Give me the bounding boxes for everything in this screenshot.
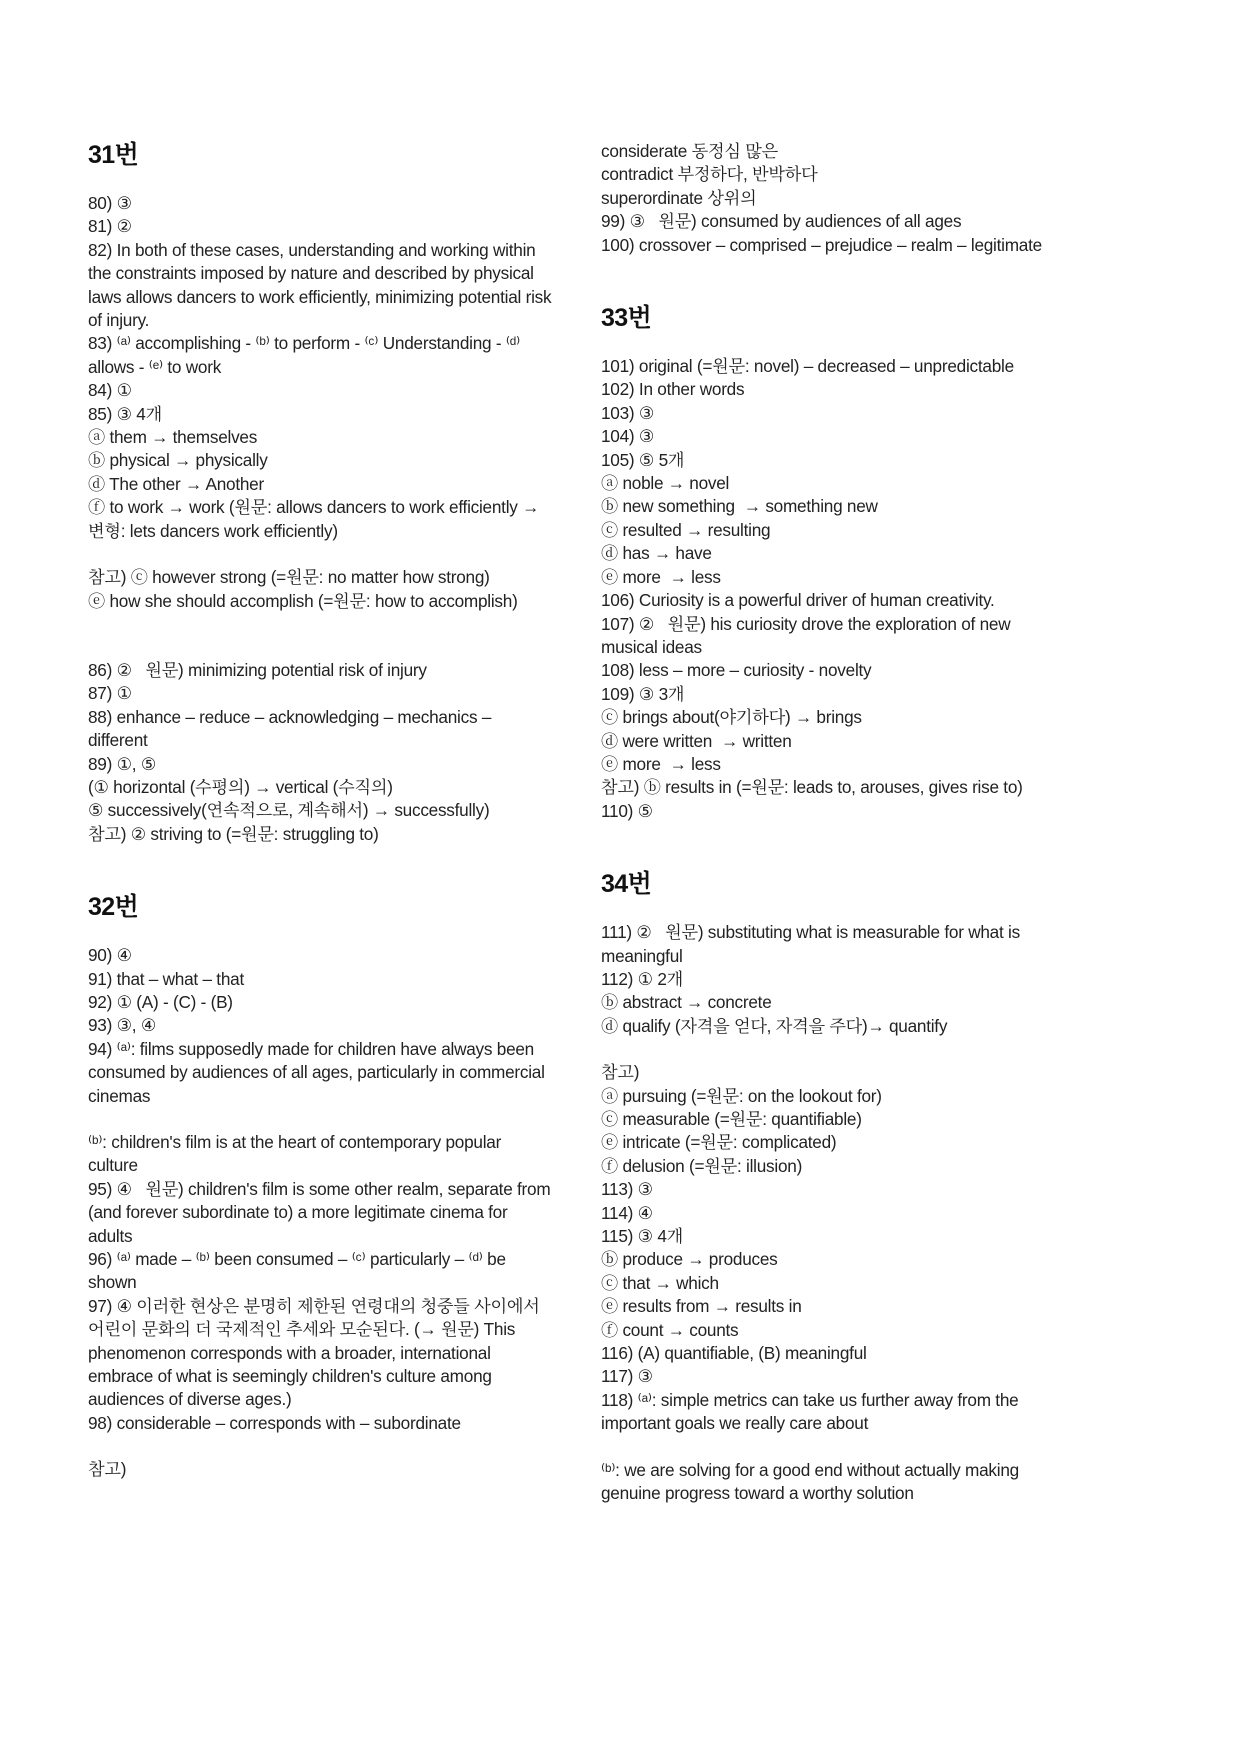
answer-line: 110) ⑤ bbox=[601, 800, 653, 821]
answer-block bbox=[88, 1458, 555, 1481]
answer-line: ⓐ them → themselves bbox=[88, 427, 258, 448]
answer-line: 98) considerable – corresponds with – subordinate bbox=[88, 1412, 461, 1433]
answer-line: 103) ③ bbox=[601, 402, 655, 423]
answer-line: ⓕ delusion (=원문: illusion) bbox=[601, 1155, 803, 1176]
right-column bbox=[601, 140, 1068, 1506]
answer-line: 95) ④ 원문) children's film is some other realm, separate from (and forever subordinate to) a more legitimate cinema for adults bbox=[88, 1178, 555, 1246]
answer-line: 88) enhance – reduce – acknowledging – mechanics – different bbox=[88, 706, 496, 751]
answer-line: ⁽ᵇ⁾: children's film is at the heart of contemporary popular culture bbox=[88, 1132, 506, 1176]
answer-line: 87) ① bbox=[88, 683, 132, 704]
answer-block bbox=[601, 1061, 1068, 1436]
answer-line: 82) In both of these cases, understanding and working within the constraints imposed by nature and described by physical laws allows dancers to work efficiently, minimizing potential risk of injury. bbox=[88, 239, 556, 331]
answer-block bbox=[88, 566, 555, 613]
answer-line: ⓔ more → less bbox=[601, 753, 721, 774]
answer-block bbox=[88, 944, 555, 1108]
answer-line: ⓓ were written → written bbox=[601, 730, 792, 751]
answer-line: 104) ③ bbox=[601, 426, 655, 447]
left-column bbox=[88, 140, 555, 1482]
answer-line: 114) ④ bbox=[601, 1202, 653, 1223]
answer-line: ⓔ more → less bbox=[601, 566, 721, 587]
answer-line: 106) Curiosity is a powerful driver of human creativity. bbox=[601, 590, 995, 611]
answer-line: superordinate 상위의 bbox=[601, 187, 757, 208]
answer-line: ⓕ count → counts bbox=[601, 1319, 739, 1340]
answer-block bbox=[88, 192, 555, 543]
answer-line: 92) ① (A) - (C) - (B) bbox=[88, 991, 233, 1012]
answer-line: 117) ③ bbox=[601, 1366, 653, 1387]
answer-block bbox=[88, 659, 555, 846]
paragraph-spacer bbox=[601, 1038, 1068, 1061]
answer-line: 118) ⁽ᵃ⁾: simple metrics can take us further away from the important goals we really care about bbox=[601, 1389, 1023, 1434]
answer-line: ⑤ successively(연속적으로, 계속해서) → successfully) bbox=[88, 800, 490, 821]
answer-line: 참고) ⓑ results in (=원문: leads to, arouses, gives rise to) bbox=[601, 777, 1023, 798]
answer-block bbox=[601, 1459, 1068, 1506]
answer-line: 85) ③ 4개 bbox=[88, 403, 162, 424]
answer-line: ⓑ abstract → concrete bbox=[601, 992, 772, 1013]
answer-line: ⓐ noble → novel bbox=[601, 473, 730, 494]
answer-line: 102) In other words bbox=[601, 379, 745, 400]
answer-line: ⓑ produce → produces bbox=[601, 1249, 778, 1270]
answer-line: ⓒ that → which bbox=[601, 1272, 719, 1293]
answer-line: 참고) bbox=[88, 1459, 127, 1480]
paragraph-spacer bbox=[88, 1435, 555, 1458]
answer-line: 90) ④ bbox=[88, 945, 132, 966]
answer-line: 111) ② 원문) substituting what is measurable for what is meaningful bbox=[601, 922, 1025, 966]
paragraph-spacer bbox=[601, 1436, 1068, 1459]
section-heading: 33번 bbox=[601, 304, 652, 333]
answer-line: 112) ① 2개 bbox=[601, 968, 683, 989]
answer-line: ⓑ new something → something new bbox=[601, 496, 878, 517]
answer-line: 80) ③ bbox=[88, 193, 132, 213]
section-heading: 34번 bbox=[601, 870, 652, 899]
answer-line: ⓔ how she should accomplish (=원문: how to accomplish) bbox=[88, 590, 518, 611]
paragraph-spacer bbox=[88, 1108, 555, 1131]
answer-line: contradict 부정하다, 반박하다 bbox=[601, 164, 818, 185]
answer-block bbox=[88, 1131, 555, 1435]
answer-line: ⓒ brings about(야기하다) → brings bbox=[601, 707, 862, 728]
answer-line: 84) ① bbox=[88, 380, 132, 401]
answer-line: 89) ①, ⑤ bbox=[88, 753, 156, 774]
answer-line: ⓒ resulted → resulting bbox=[601, 519, 771, 540]
answer-line: 97) ④ 이러한 현상은 분명히 제한된 연령대의 청중들 사이에서 어린이 문화의 더 국제적인 추세와 모순된다. (→ 원문) This phenomenon corresponds with a broader, international embrace of what is seemingly children's culture among audiences of diverse ages.) bbox=[88, 1295, 545, 1410]
answer-line: ⓓ The other → Another bbox=[88, 473, 264, 494]
answer-line: 101) original (=원문: novel) – decreased – unpredictable bbox=[601, 356, 1014, 377]
answer-line: ⓓ qualify (자격을 얻다, 자격을 주다)→ quantify bbox=[601, 1015, 948, 1036]
paragraph-spacer bbox=[88, 543, 555, 566]
answer-line: 116) (A) quantifiable, (B) meaningful bbox=[601, 1343, 867, 1364]
answer-line: (① horizontal (수평의) → vertical (수직의) bbox=[88, 776, 393, 797]
answer-line: ⓐ pursuing (=원문: on the lookout for) bbox=[601, 1085, 882, 1106]
answer-line: considerate 동정심 많은 bbox=[601, 141, 778, 161]
answer-line: 83) ⁽ᵃ⁾ accomplishing - ⁽ᵇ⁾ to perform - ⁽ᶜ⁾ Understanding - ⁽ᵈ⁾ allows - ⁽ᵉ⁾ to work bbox=[88, 333, 525, 377]
answer-block bbox=[601, 355, 1068, 823]
section-heading: 31번 bbox=[88, 141, 139, 169]
answer-line: ⓑ physical → physically bbox=[88, 450, 268, 471]
answer-line: 81) ② bbox=[88, 216, 132, 237]
answer-line: ⓓ has → have bbox=[601, 543, 712, 564]
answer-line: 108) less – more – curiosity - novelty bbox=[601, 660, 872, 681]
answer-line: 93) ③, ④ bbox=[88, 1015, 156, 1036]
answer-line: 105) ⑤ 5개 bbox=[601, 449, 685, 470]
section-heading: 32번 bbox=[88, 893, 139, 922]
answer-line: 참고) ⓒ however strong (=원문: no matter how strong) bbox=[88, 567, 490, 588]
answer-line: 96) ⁽ᵃ⁾ made – ⁽ᵇ⁾ been consumed – ⁽ᶜ⁾ particularly – ⁽ᵈ⁾ be shown bbox=[88, 1249, 511, 1293]
answer-line: 109) ③ 3개 bbox=[601, 683, 685, 704]
answer-block bbox=[601, 921, 1068, 1038]
answer-line: 100) crossover – comprised – prejudice – realm – legitimate bbox=[601, 234, 1042, 255]
answer-line: 참고) ② striving to (=원문: struggling to) bbox=[88, 823, 379, 844]
paragraph-spacer-large bbox=[88, 613, 555, 659]
answer-line: 참고) bbox=[601, 1062, 640, 1083]
answer-line: 107) ② 원문) his curiosity drove the exploration of new musical ideas bbox=[601, 613, 1015, 657]
answer-line: 99) ③ 원문) consumed by audiences of all ages bbox=[601, 211, 962, 232]
answer-line: 113) ③ bbox=[601, 1179, 653, 1200]
answer-line: 86) ② 원문) minimizing potential risk of injury bbox=[88, 659, 427, 680]
answer-line: 94) ⁽ᵃ⁾: films supposedly made for children have always been consumed by audiences of all ages, particularly in commercial cinemas bbox=[88, 1038, 550, 1106]
two-column-layout bbox=[88, 140, 1148, 1506]
answer-line: ⓕ to work → work (원문: allows dancers to work efficiently → 변형: lets dancers work efficiently) bbox=[88, 497, 544, 541]
answer-line: 91) that – what – that bbox=[88, 968, 244, 989]
answer-line: ⓔ results from → results in bbox=[601, 1296, 802, 1317]
answer-line: ⓒ measurable (=원문: quantifiable) bbox=[601, 1109, 862, 1129]
answer-line: ⁽ᵇ⁾: we are solving for a good end without actually making genuine progress toward a worthy solution bbox=[601, 1459, 1024, 1504]
answer-line: 115) ③ 4개 bbox=[601, 1226, 683, 1247]
answer-block bbox=[601, 140, 1068, 257]
answer-line: ⓔ intricate (=원문: complicated) bbox=[601, 1132, 837, 1153]
